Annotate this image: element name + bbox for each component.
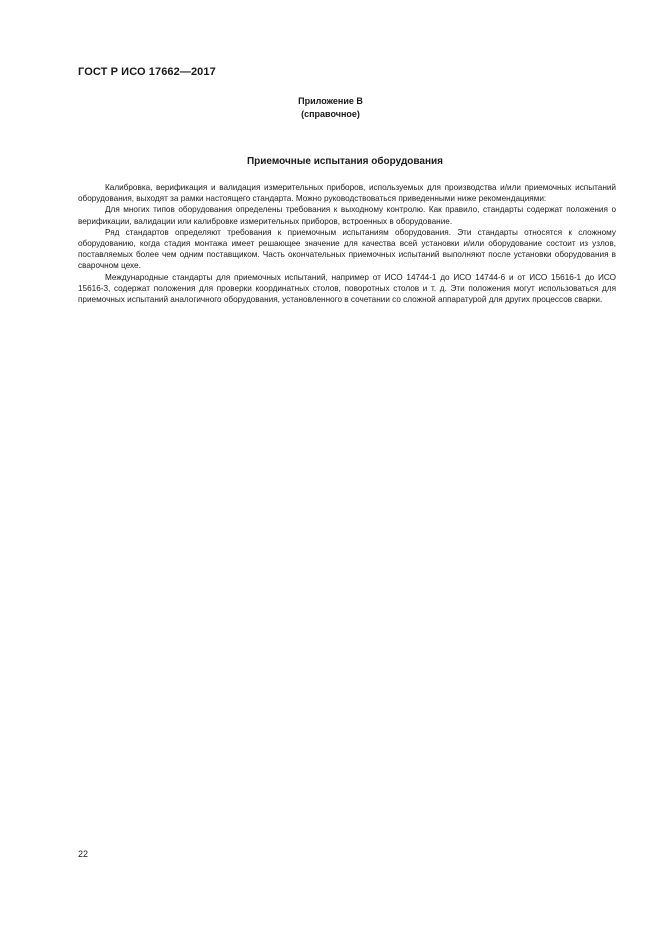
- paragraph: Для многих типов оборудования определены требования к выходному контролю. Как правило, стандарты содержат положения о верификации, валидации или калибровке измерительных приборов, встроенных в оборудование.: [78, 205, 616, 226]
- page-number: 22: [78, 849, 89, 859]
- annex-status: (справочное): [301, 109, 360, 119]
- paragraph: Калибровка, верификация и валидация измерительных приборов, используемых для производства и/или приемочных испытаний оборудования, выходят за рамки настоящего стандарта. Можно руководствоваться приведенными ниже рекомендациями:: [78, 183, 616, 204]
- annex-title: Приложение В: [298, 96, 363, 106]
- body-text: [78, 182, 616, 305]
- standard-header: ГОСТ Р ИСО 17662—2017: [78, 66, 216, 78]
- section-title: Приемочные испытания оборудования: [246, 156, 443, 167]
- paragraph: Международные стандарты для приемочных испытаний, например от ИСО 14744-1 до ИСО 14744-6 и от ИСО 15616-1 до ИСО 15616-3, содержат положения для проверки координатных столов, поворотных столов и т. д. Эти положения могут использоваться для приемочных испытаний аналогичного оборудования, установленного в сочетании со сложной аппаратурой для других процессов сварки.: [78, 272, 616, 305]
- paragraph: Ряд стандартов определяют требования к приемочным испытаниям оборудования. Эти стандарты относятся к сложному оборудованию, когда стадия монтажа имеет решающее значение для качества всей установки и/или оборудование состоит из узлов, поставляемых более чем одним поставщиком. Часть окончательных приемочных испытаний выполняют после установки оборудования в сварочном цехе.: [78, 227, 616, 271]
